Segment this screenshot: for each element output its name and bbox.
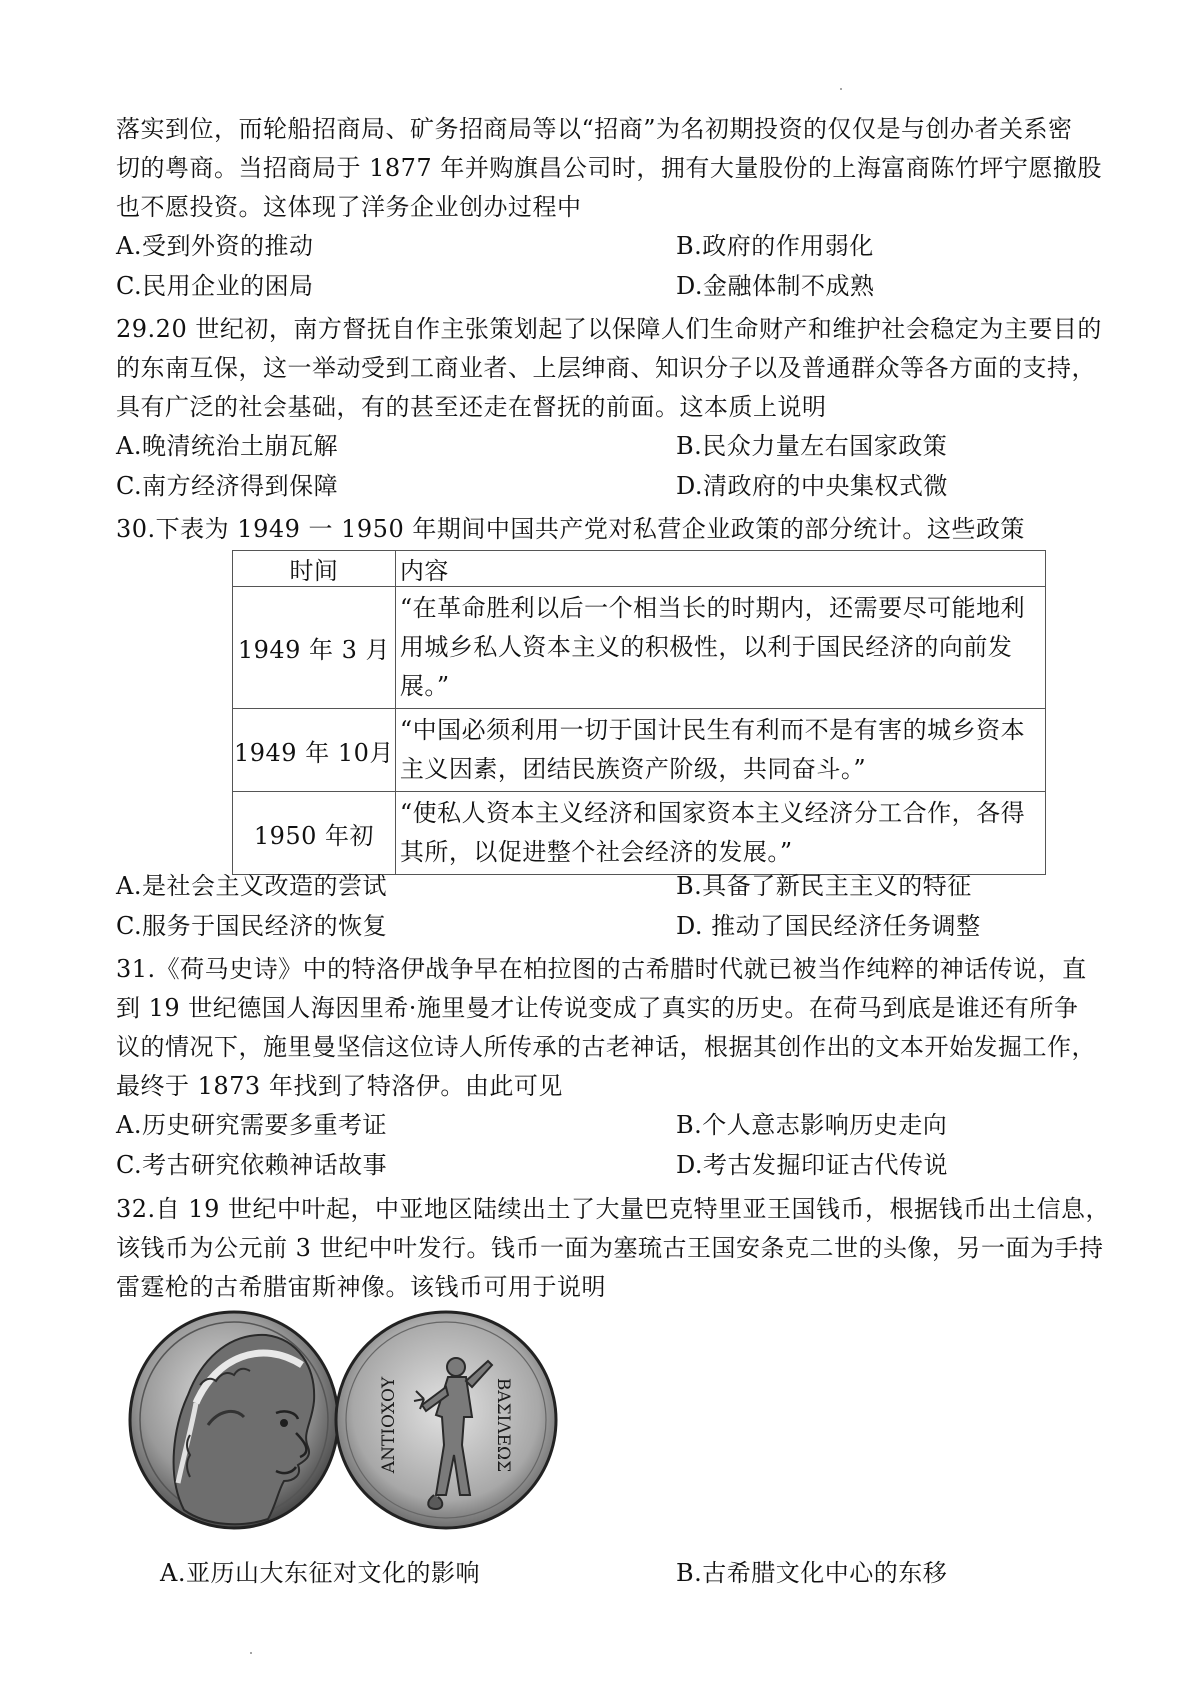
q29-option-a: A.晚清统治土崩瓦解 [116,432,338,460]
q30-option-d: D. 推动了国民经济任务调整 [676,912,981,940]
q31-line: 最终于 1873 年找到了特洛伊。由此可见 [116,1072,563,1100]
q31-line: 议的情况下，施里曼坚信这位诗人所传承的古老神话，根据其创作出的文本开始发掘工作， [116,1033,1096,1061]
q28-option-a: A.受到外资的推动 [116,232,314,260]
table-cell-content [395,709,1045,792]
content-line: 其所，以促进整个社会经济的发展。” [399,838,793,866]
q28-option-c: C.民用企业的困局 [116,272,314,300]
table-cell-content [395,792,1045,875]
coin-reverse [336,1312,556,1528]
q29-option-b: B.民众力量左右国家政策 [676,432,948,460]
content-line: 主义因素，团结民族资产阶级，共同奋斗。” [399,755,867,783]
table-row [233,792,1046,875]
q28-line: 切的粤商。当招商局于 1877 年并购旗昌公司时，拥有大量股份的上海富商陈竹坪宁愿撤股 [116,154,1102,182]
table-header-content: 内容 [395,551,1045,587]
q28-option-d: D.金融体制不成熟 [676,272,875,300]
q32-option-a: A.亚历山大东征对文化的影响 [160,1559,480,1587]
coin-inscription-left: ΑΝΤΙΟΧΟΥ [379,1376,399,1474]
q32-option-b: B.古希腊文化中心的东移 [676,1559,948,1587]
q31-stem [116,950,1096,1106]
table-cell-time: 1949 年 3 月 [233,587,396,709]
content-line: 用城乡私人资本主义的积极性，以利于国民经济的向前发 [399,633,1013,661]
table-header-row [233,551,1046,587]
table-header-time: 时间 [233,551,396,587]
coin-inscription-right: ΒΑΣΙΛΕΩΣ [493,1377,513,1473]
q29-line: 具有广泛的社会基础，有的甚至还走在督抚的前面。这本质上说明 [116,393,827,421]
q32-line: 该钱币为公元前 3 世纪中叶发行。钱币一面为塞琉古王国安条克二世的头像，另一面为手持 [116,1234,1104,1262]
content-line: “中国必须利用一切于国计民生有利而不是有害的城乡资本 [399,716,1026,744]
q29-stem [116,310,1102,427]
q28-option-b: B.政府的作用弱化 [676,232,874,260]
q29-line: 29.20 世纪初，南方督抚自作主张策划起了以保障人们生命财产和维护社会稳定为主要目的 [116,315,1102,343]
q31-option-b: B.个人意志影响历史走向 [676,1111,948,1139]
coin-obverse [130,1312,338,1528]
q30-option-b: B.具备了新民主主义的特征 [676,872,972,900]
q31-option-c: C.考古研究依赖神话故事 [116,1151,388,1179]
coin-image [126,1305,566,1535]
table-cell-time: 1950 年初 [233,792,396,875]
table-cell-time: 1949 年 10月 [233,709,396,792]
q28-stem [116,110,1102,227]
table-cell-content [395,587,1045,709]
q29-option-c: C.南方经济得到保障 [116,472,339,500]
q30-option-c: C.服务于国民经济的恢复 [116,912,388,940]
content-line: 展。” [399,672,450,700]
q28-line: 也不愿投资。这体现了洋务企业创办过程中 [116,193,582,221]
content-line: “在革命胜利以后一个相当长的时期内，还需要尽可能地利 [399,594,1026,622]
q31-line: 31.《荷马史诗》中的特洛伊战争早在柏拉图的古希腊时代就已被当作纯粹的神话传说，直 [116,955,1087,983]
q31-line: 到 19 世纪德国人海因里希·施里曼才让传说变成了真实的历史。在荷马到底是谁还有所争 [116,994,1079,1022]
content-line: “使私人资本主义经济和国家资本主义经济分工合作，各得 [399,799,1026,827]
scan-speck [840,88,842,90]
scan-speck [250,1652,252,1654]
q28-line: 落实到位，而轮船招商局、矿务招商局等以“招商”为名初期投资的仅仅是与创办者关系密 [116,115,1073,143]
q32-line: 雷霆枪的古希腊宙斯神像。该钱币可用于说明 [116,1273,606,1301]
policy-table [232,550,1046,875]
q30-option-a: A.是社会主义改造的尝试 [116,872,387,900]
table-row [233,587,1046,709]
q29-option-d: D.清政府的中央集权式微 [676,472,949,500]
q31-option-a: A.历史研究需要多重考证 [116,1111,387,1139]
q29-line: 的东南互保，这一举动受到工商业者、上层绅商、知识分子以及普通群众等各方面的支持， [116,354,1096,382]
q32-stem [116,1190,1110,1307]
table-row [233,709,1046,792]
q30-stem-line: 30.下表为 1949 一 1950 年期间中国共产党对私营企业政策的部分统计。这些政策 [116,515,1025,543]
q32-line: 32.自 19 世纪中叶起，中亚地区陆续出土了大量巴克特里亚王国钱币，根据钱币出土信息， [116,1195,1110,1223]
q31-option-d: D.考古发掘印证古代传说 [676,1151,949,1179]
q30-stem [116,510,1096,549]
